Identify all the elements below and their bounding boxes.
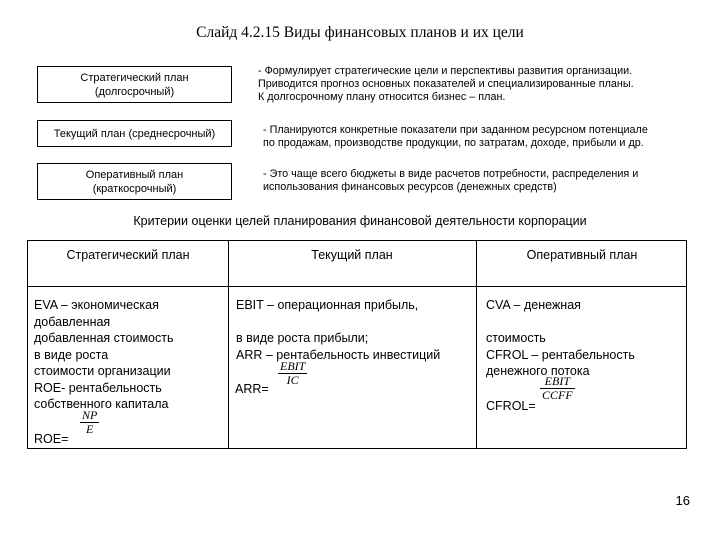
desc-line: К долгосрочному плану относится бизнес – план. [258, 91, 506, 103]
cell-line: CFROL – рентабельность [486, 347, 635, 362]
plan-box-operational [37, 163, 232, 200]
formula-denominator: IC [286, 373, 299, 387]
formula-numerator: EBIT [540, 375, 575, 389]
cfrol-formula-fraction [540, 375, 575, 402]
plan-label-line: (долгосрочный) [94, 85, 175, 98]
cell-line: CVA – денежная [486, 298, 581, 312]
cell-line: EVA – экономическая [34, 298, 159, 312]
table-header-current: Текущий план [311, 248, 393, 262]
roe-formula-label: ROE= [34, 432, 69, 446]
plan-description-strategic [258, 65, 634, 104]
plan-description-operational [263, 168, 638, 194]
table-header-divider [28, 286, 686, 287]
plan-label-line: (краткосрочный) [92, 182, 177, 195]
cell-line: собственного капитала [34, 397, 169, 411]
cell-line: стоимость [486, 331, 546, 345]
formula-denominator: CCFF [542, 388, 573, 402]
plan-box-current [37, 120, 232, 147]
roe-formula-fraction [80, 409, 99, 436]
cell-line: добавленная стоимость [34, 331, 174, 345]
cfrol-formula-label: CFROL= [486, 399, 536, 413]
cell-line: в виде роста [34, 347, 109, 362]
plan-label-line: Оперативный план [85, 168, 184, 181]
cell-line: ROE- рентабельность [34, 380, 162, 395]
table-header-operational: Оперативный план [526, 248, 638, 262]
desc-line: Приводится прогноз основных показателей и специализированные планы. [258, 78, 634, 90]
table-column-divider [476, 241, 477, 448]
table-cell-operational [486, 297, 635, 380]
plan-description-current [263, 124, 648, 150]
cell-line: ARR – рентабельность инвестиций [236, 347, 441, 362]
cell-line: EBIT – операционная прибыль, [236, 298, 419, 312]
cell-line: стоимости организации [34, 364, 171, 378]
cell-line [486, 314, 635, 331]
plan-box-strategic [37, 66, 232, 103]
plan-label-line: Текущий план (среднесрочный) [53, 127, 216, 140]
formula-denominator: E [86, 422, 94, 436]
table-header-strategic: Стратегический план [66, 248, 190, 262]
page-number: 16 [675, 493, 690, 508]
formula-numerator: EBIT [280, 359, 306, 373]
cell-line: добавленная [34, 314, 111, 329]
cell-line: денежного потока [486, 364, 590, 378]
cell-line: в виде роста прибыли; [236, 331, 369, 345]
desc-line: по продажам, производстве продукции, по затратам, доходе, прибыли и др. [263, 137, 644, 149]
table-column-divider [228, 241, 229, 448]
formula-numerator: NP [82, 408, 98, 422]
criteria-table [27, 240, 687, 449]
plan-label-line: Стратегический план [80, 71, 189, 84]
slide-title: Слайд 4.2.15 Виды финансовых планов и их цели [196, 24, 524, 41]
table-cell-strategic [34, 297, 173, 413]
table-cell-current [236, 297, 440, 363]
desc-line: использования финансовых ресурсов (денежных средств) [263, 181, 557, 193]
desc-line: - Формулирует стратегические цели и перспективы развития организации. [258, 65, 633, 77]
cell-line [236, 314, 440, 331]
arr-formula-label: ARR= [235, 382, 269, 396]
desc-line: - Это чаще всего бюджеты в виде расчетов потребности, распределения и [263, 168, 639, 180]
arr-formula-fraction [278, 360, 307, 387]
criteria-title: Критерии оценки целей планирования финансовой деятельности корпорации [133, 214, 587, 228]
desc-line: - Планируются конкретные показатели при заданном ресурсном потенциале [263, 124, 648, 136]
